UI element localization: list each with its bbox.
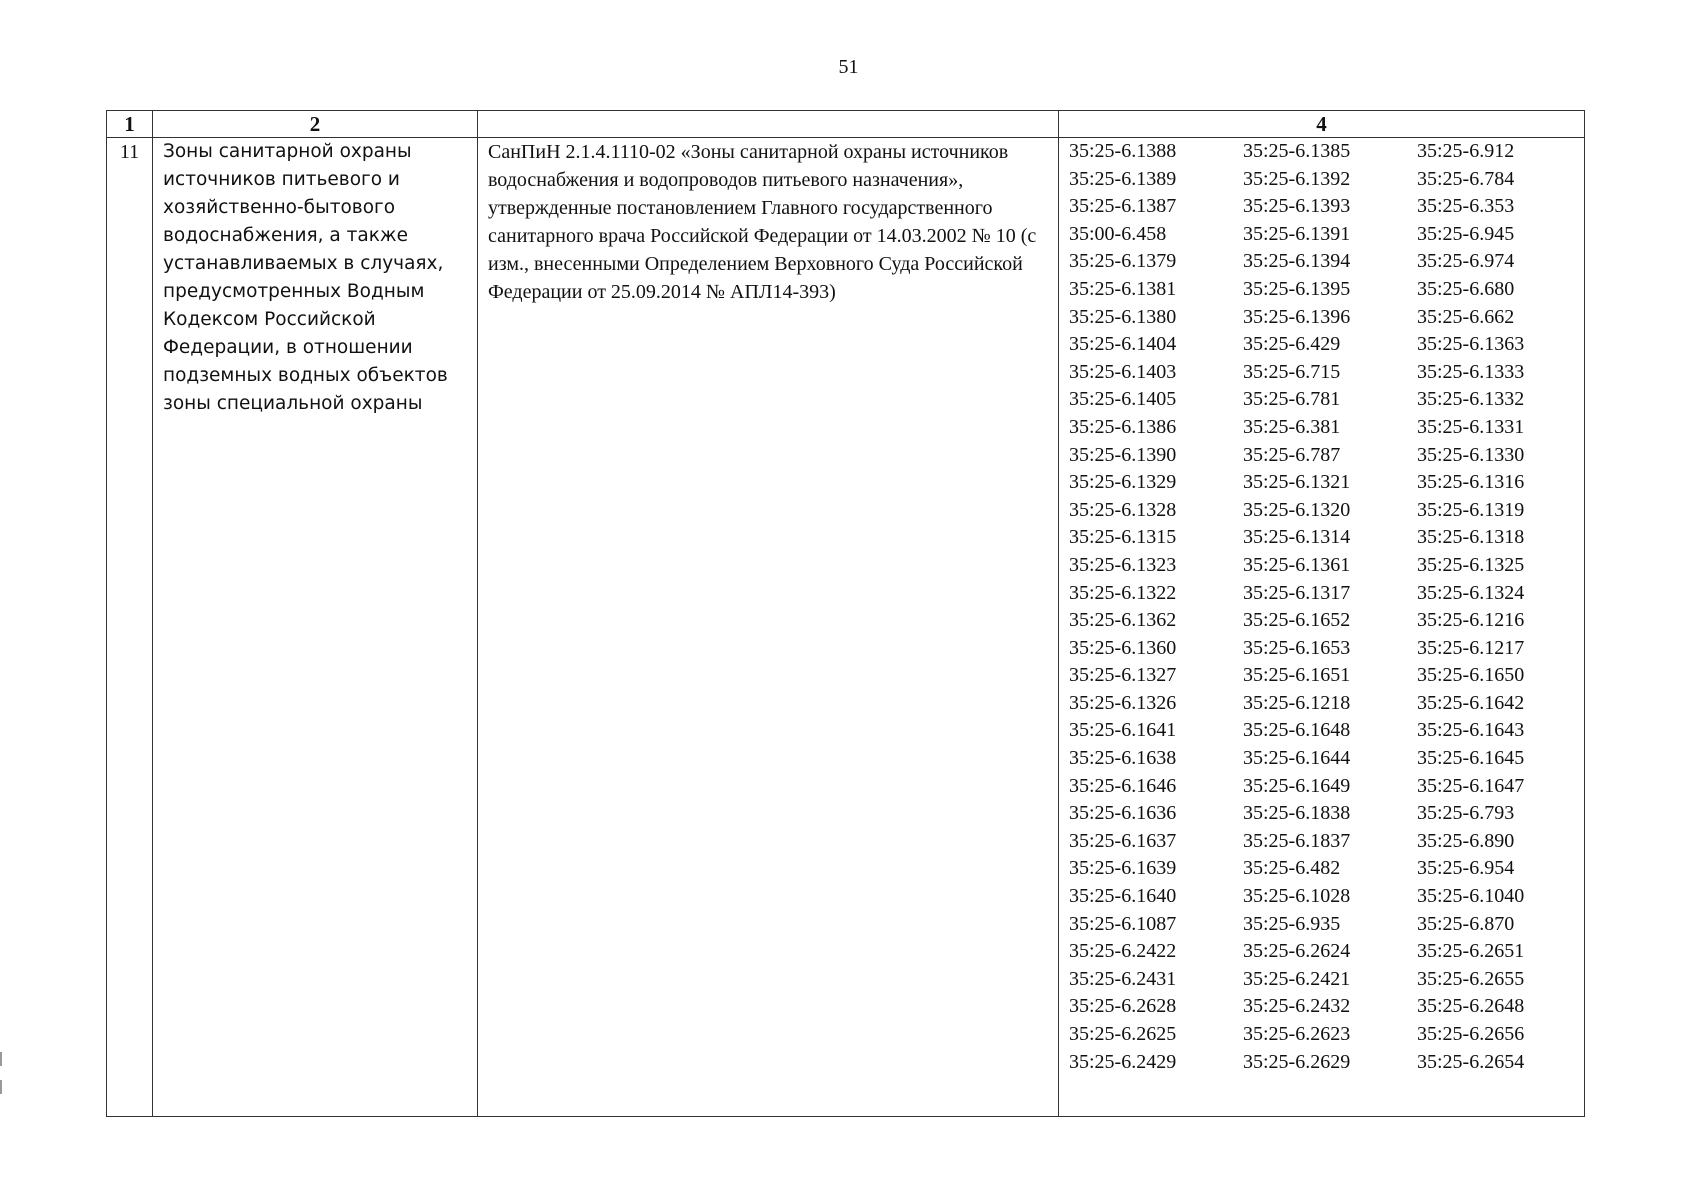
- cadastral-number: 35:25-6.2629: [1243, 1050, 1351, 1073]
- cadastral-number: 35:25-6.945: [1417, 222, 1515, 245]
- cadastral-number: 35:25-6.1391: [1243, 222, 1351, 245]
- header-col-3: [478, 111, 1059, 138]
- cadastral-number: 35:25-6.1332: [1417, 388, 1525, 411]
- cadastral-number: 35:25-6.1638: [1069, 747, 1177, 770]
- cadastral-number: 35:25-6.1316: [1417, 471, 1525, 494]
- cadastral-number: 35:25-6.1640: [1069, 885, 1177, 908]
- cadastral-number: 35:25-6.1087: [1069, 912, 1177, 935]
- cadastral-number: 35:25-6.2624: [1243, 940, 1351, 963]
- cadastral-number: 35:25-6.662: [1417, 305, 1515, 328]
- cadastral-number: 35:25-6.1396: [1243, 305, 1351, 328]
- cadastral-number: 35:25-6.2648: [1417, 995, 1525, 1018]
- zones-table: [106, 110, 1585, 1117]
- cadastral-number: 35:25-6.2623: [1243, 1023, 1351, 1045]
- scan-edge-mark: [0, 1052, 2, 1066]
- cadastral-number: 35:25-6.1394: [1243, 250, 1351, 273]
- cadastral-number: 35:25-6.1328: [1069, 498, 1177, 521]
- cadastral-number: 35:25-6.429: [1243, 333, 1341, 356]
- cadastral-number: 35:25-6.1643: [1417, 719, 1525, 742]
- cadastral-number: 35:25-6.1362: [1069, 609, 1177, 632]
- cadastral-number: 35:25-6.1646: [1069, 774, 1177, 797]
- cadastral-number: 35:25-6.1639: [1069, 857, 1177, 880]
- cadastral-number: 35:25-6.1653: [1243, 636, 1351, 659]
- header-col-1: 1: [107, 111, 153, 138]
- cadastral-number: 35:25-6.1321: [1243, 471, 1351, 494]
- cadastral-number: 35:25-6.2655: [1417, 967, 1525, 990]
- cadastral-number: 35:25-6.1837: [1243, 829, 1351, 852]
- cadastral-number: 35:25-6.1320: [1243, 498, 1351, 521]
- cadastral-number: 35:25-6.1381: [1069, 277, 1177, 300]
- cadastral-number: 35:25-6.2421: [1243, 967, 1351, 990]
- cadastral-number: 35:25-6.1028: [1243, 885, 1351, 908]
- cadastral-number: 35:25-6.1405: [1069, 388, 1177, 411]
- cadastral-number: 35:25-6.680: [1417, 277, 1515, 300]
- table-row: [107, 138, 1585, 1117]
- cadastral-number: 35:25-6.1641: [1069, 719, 1177, 742]
- cadastral-number: 35:25-6.1403: [1069, 360, 1177, 383]
- cadastral-number: 35:25-6.1644: [1243, 747, 1351, 770]
- cadastral-number: 35:25-6.2654: [1417, 1050, 1525, 1073]
- cadastral-number: 35:25-6.1315: [1069, 526, 1177, 549]
- scan-edge-mark: [0, 1080, 2, 1094]
- cadastral-number: 35:25-6.353: [1417, 195, 1515, 218]
- cadastral-number: 35:25-6.1386: [1069, 415, 1177, 438]
- cadastral-number: 35:25-6.715: [1243, 360, 1341, 383]
- cadastral-number: 35:25-6.1385: [1243, 140, 1351, 162]
- cadastral-number: 35:25-6.1642: [1417, 691, 1525, 714]
- header-col-2: 2: [153, 111, 478, 138]
- zone-name: Зоны санитарной охраны источников питьевого и хозяйственно-бытового водоснабжения, а также устанавливаемых в случаях, предусмотренных Водным Кодексом Российской Федерации, в отношении подземных водных объектов зоны специальной охраны: [153, 138, 478, 1117]
- cadastral-number: 35:25-6.1380: [1069, 305, 1177, 328]
- cadastral-number: 35:25-6.1218: [1243, 691, 1351, 714]
- cadastral-number: 35:25-6.1645: [1417, 747, 1525, 770]
- cadastral-number: 35:25-6.1322: [1069, 581, 1177, 604]
- cadastral-number: 35:25-6.1330: [1417, 443, 1525, 466]
- cadastral-number: 35:25-6.1649: [1243, 774, 1351, 797]
- cadastral-number: 35:25-6.1404: [1069, 333, 1177, 356]
- cadastral-number: 35:25-6.1387: [1069, 195, 1177, 218]
- cadastral-number: 35:25-6.1217: [1417, 636, 1525, 659]
- cadastral-number: 35:25-6.890: [1417, 829, 1515, 852]
- row-number: 11: [107, 138, 153, 1117]
- cadastral-number: 35:25-6.381: [1243, 415, 1341, 438]
- cadastral-number: 35:25-6.912: [1417, 140, 1515, 162]
- cadastral-number: 35:25-6.2432: [1243, 995, 1351, 1018]
- cadastral-numbers-grid: [1069, 138, 1584, 1076]
- page-number: 51: [838, 56, 859, 78]
- cadastral-number: 35:25-6.2651: [1417, 940, 1525, 963]
- cadastral-number: 35:25-6.1636: [1069, 802, 1177, 825]
- cadastral-number: 35:25-6.1650: [1417, 664, 1525, 687]
- cadastral-number: 35:25-6.1388: [1069, 140, 1177, 162]
- cadastral-number: 35:25-6.1323: [1069, 553, 1177, 576]
- cadastral-number: 35:25-6.954: [1417, 857, 1515, 880]
- cadastral-number: 35:25-6.870: [1417, 912, 1515, 935]
- cadastral-number: 35:25-6.2431: [1069, 967, 1177, 990]
- cadastral-number: 35:25-6.1389: [1069, 167, 1177, 190]
- cadastral-numbers-cell: [1059, 138, 1585, 1117]
- cadastral-number: 35:25-6.1392: [1243, 167, 1351, 190]
- cadastral-number: 35:25-6.1395: [1243, 277, 1351, 300]
- cadastral-number: 35:25-6.1331: [1417, 415, 1525, 438]
- cadastral-number: 35:25-6.1318: [1417, 526, 1525, 549]
- cadastral-number: 35:25-6.787: [1243, 443, 1341, 466]
- cadastral-number: 35:25-6.1637: [1069, 829, 1177, 852]
- cadastral-number: 35:25-6.1652: [1243, 609, 1351, 632]
- cadastral-number: 35:25-6.1326: [1069, 691, 1177, 714]
- cadastral-number: 35:25-6.1361: [1243, 553, 1351, 576]
- cadastral-number: 35:25-6.1040: [1417, 885, 1525, 908]
- cadastral-number: 35:25-6.2625: [1069, 1023, 1177, 1045]
- cadastral-number: 35:00-6.458: [1069, 222, 1167, 245]
- cadastral-number: 35:25-6.1324: [1417, 581, 1525, 604]
- cadastral-number: 35:25-6.2429: [1069, 1050, 1177, 1073]
- header-col-4: 4: [1059, 111, 1585, 138]
- cadastral-number: 35:25-6.2656: [1417, 1023, 1525, 1045]
- cadastral-number: 35:25-6.1314: [1243, 526, 1351, 549]
- cadastral-number: 35:25-6.974: [1417, 250, 1515, 273]
- cadastral-number: 35:25-6.1648: [1243, 719, 1351, 742]
- cadastral-number: 35:25-6.1647: [1417, 774, 1525, 797]
- cadastral-number: 35:25-6.1651: [1243, 664, 1351, 687]
- cadastral-number: 35:25-6.1216: [1417, 609, 1525, 632]
- cadastral-number: 35:25-6.1390: [1069, 443, 1177, 466]
- legal-basis: СанПиН 2.1.4.1110-02 «Зоны санитарной охраны источников водоснабжения и водопроводов питьевого назначения», утвержденные постановлением Главного государственного санитарного врача Российской Федерации от 14.03.2002 № 10 (с изм., внесенными Определением Верховного Суда Российской Федерации от 25.09.2014 № АПЛ14-393): [478, 138, 1059, 1117]
- cadastral-number: 35:25-6.1333: [1417, 360, 1525, 383]
- cadastral-number: 35:25-6.1393: [1243, 195, 1351, 218]
- cadastral-number: 35:25-6.2628: [1069, 995, 1177, 1018]
- cadastral-number: 35:25-6.2422: [1069, 940, 1177, 963]
- cadastral-number: 35:25-6.1317: [1243, 581, 1351, 604]
- cadastral-number: 35:25-6.1363: [1417, 333, 1525, 356]
- cadastral-number: 35:25-6.1327: [1069, 664, 1177, 687]
- cadastral-number: 35:25-6.784: [1417, 167, 1515, 190]
- cadastral-number: 35:25-6.935: [1243, 912, 1341, 935]
- cadastral-number: 35:25-6.1329: [1069, 471, 1177, 494]
- cadastral-number: 35:25-6.1360: [1069, 636, 1177, 659]
- cadastral-number: 35:25-6.482: [1243, 857, 1341, 880]
- cadastral-number: 35:25-6.1379: [1069, 250, 1177, 273]
- cadastral-number: 35:25-6.1325: [1417, 553, 1525, 576]
- cadastral-number: 35:25-6.793: [1417, 802, 1515, 825]
- cadastral-number: 35:25-6.781: [1243, 388, 1341, 411]
- cadastral-number: 35:25-6.1838: [1243, 802, 1351, 825]
- table-header-row: [107, 111, 1585, 138]
- cadastral-number: 35:25-6.1319: [1417, 498, 1525, 521]
